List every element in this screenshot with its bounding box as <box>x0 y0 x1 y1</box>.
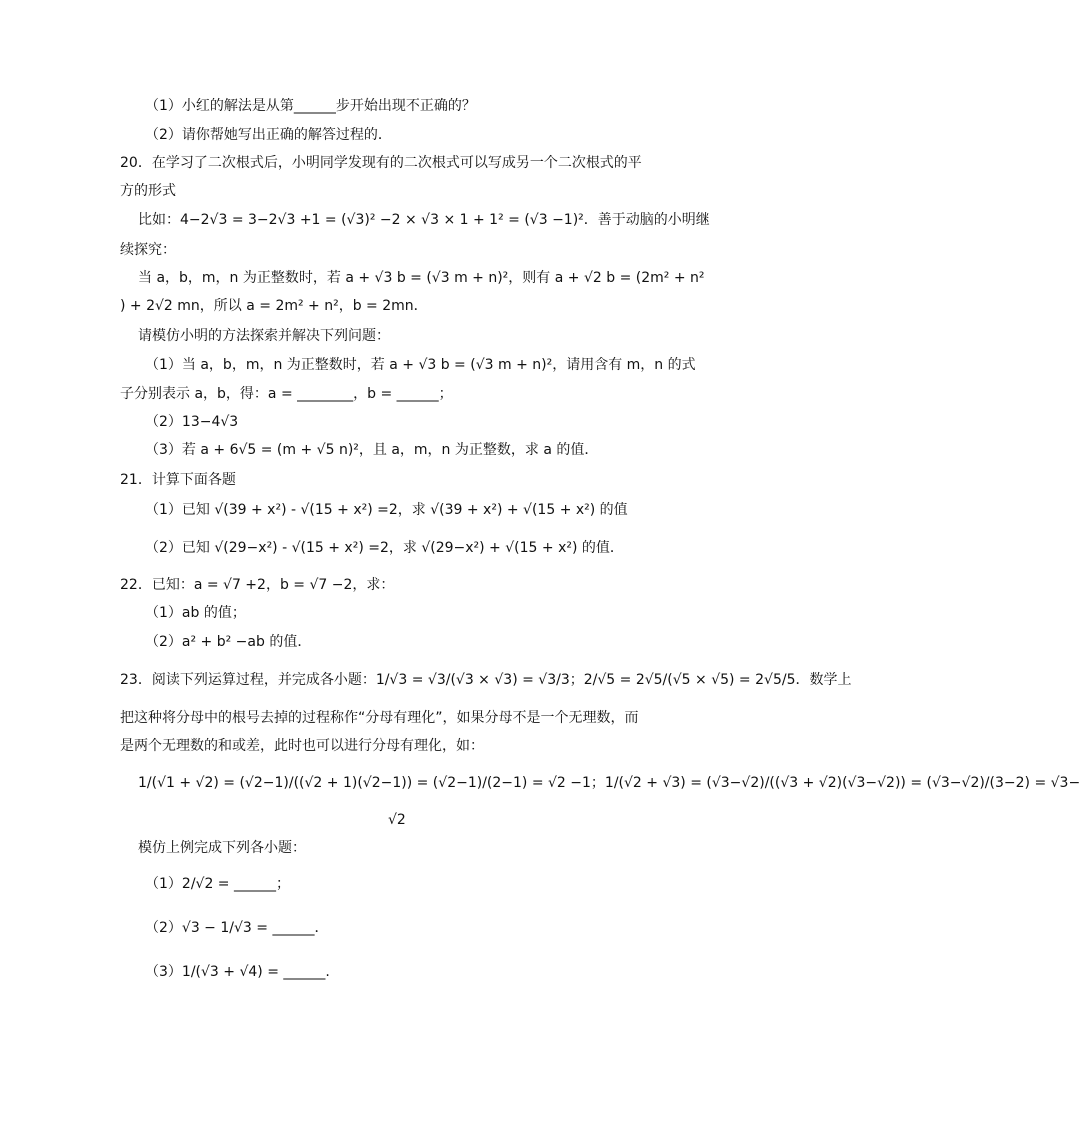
q20-title-2 <box>120 181 176 201</box>
q21-part1 <box>145 500 628 520</box>
q20-part1b-text: 子分别表示 a，b，得：a = ________，b = ______； <box>120 386 453 402</box>
q20-example-text: 比如：4−2√3 = 3−2√3 +1 = (√3)² −2 × √3 × 1 + 1² = (√3 −1)²．善于动脑的小明继 <box>138 212 710 228</box>
q20-part3-text: （3）若 a + 6√5 = (m + √5 n)²，且 a，m，n 为正整数，求 a 的值． <box>145 442 599 458</box>
q20-part2 <box>145 412 238 432</box>
q20-ask <box>138 326 390 346</box>
q23-part3-text: （3）1/(√3 + √4) = ______. <box>145 964 330 980</box>
q23-title <box>120 670 851 690</box>
q22-part1 <box>145 603 246 623</box>
q20-part3 <box>145 440 598 460</box>
q20-example2-text: 续探究： <box>120 242 176 258</box>
q20-when-text: 当 a，b，m，n 为正整数时，若 a + √3 b = (√3 m + n)²，则有 a + √2 b = (2m² + n² <box>138 270 705 286</box>
q20-when <box>138 268 704 288</box>
q20-part1 <box>145 355 696 375</box>
q20-title2-text: 方的形式 <box>120 183 176 199</box>
q20-part2-text: （2）13−4√3 <box>145 414 239 430</box>
q23-part2-text: （2）√3 − 1/√3 = ______． <box>145 920 329 936</box>
q23-example-2 <box>388 810 406 830</box>
q23-mimic <box>138 838 306 858</box>
q21-title-text: 21．计算下面各题 <box>120 472 236 488</box>
q20-part1-b <box>120 384 453 404</box>
q23-part1-text: （1）2/√2 = ______； <box>145 876 290 892</box>
q22-title <box>120 575 394 595</box>
q20-when-2 <box>120 296 428 316</box>
q23-line3 <box>120 736 484 756</box>
q20-part1-text: （1）当 a，b，m，n 为正整数时，若 a + √3 b = (√3 m + n)²，请用含有 m，n 的式 <box>145 357 696 373</box>
q20-ask-text: 请模仿小明的方法探索并解决下列问题： <box>138 328 390 344</box>
q22-part2 <box>145 632 311 652</box>
q20-title-text: 20．在学习了二次根式后，小明同学发现有的二次根式可以写成另一个二次根式的平 <box>120 155 642 171</box>
q19-part2-text: （2）请你帮她写出正确的解答过程的． <box>145 127 392 143</box>
q23-example <box>138 773 1080 793</box>
q23-line2 <box>120 708 639 728</box>
q23-line3-text: 是两个无理数的和或差，此时也可以进行分母有理化，如： <box>120 738 484 754</box>
q22-part1-text: （1）ab 的值； <box>145 605 246 621</box>
q19-part1-text: （1）小红的解法是从第______步开始出现不正确的？ <box>145 98 476 114</box>
q22-title-text: 22．已知：a = √7 +2，b = √7 −2，求： <box>120 577 395 593</box>
q19-part2 <box>145 125 392 145</box>
q19-part1 <box>145 96 476 116</box>
q20-title <box>120 153 642 173</box>
q23-title-text: 23．阅读下列运算过程，并完成各小题：1/√3 = √3/(√3 × √3) = √3/3；2/√5 = 2√5/(√5 × √5) = 2√5/5．数学上 <box>120 672 852 688</box>
q21-title <box>120 470 236 490</box>
q23-part1 <box>145 874 290 894</box>
q23-example2-text: √2 <box>388 812 406 828</box>
q23-part3 <box>145 962 330 982</box>
q23-part2 <box>145 918 328 938</box>
q23-line2-text: 把这种将分母中的根号去掉的过程称作“分母有理化”，如果分母不是一个无理数，而 <box>120 710 639 726</box>
q21-part1-text: （1）已知 √(39 + x²) - √(15 + x²) =2，求 √(39 + x²) + √(15 + x²) 的值 <box>145 502 628 518</box>
q23-mimic-text: 模仿上例完成下列各小题： <box>138 840 306 856</box>
q20-example-2 <box>120 240 176 260</box>
q20-example <box>138 210 710 230</box>
q21-part2 <box>145 538 624 558</box>
q20-when2-text: ) + 2√2 mn，所以 a = 2m² + n²，b = 2mn． <box>120 298 428 314</box>
q21-part2-text: （2）已知 √(29−x²) - √(15 + x²) =2，求 √(29−x²) + √(15 + x²) 的值． <box>145 540 624 556</box>
q22-part2-text: （2）a² + b² −ab 的值． <box>145 634 312 650</box>
q23-example-text: 1/(√1 + √2) = (√2−1)/((√2 + 1)(√2−1)) = (√2−1)/(2−1) = √2 −1；1/(√2 + √3) = (√3−√2)/((√3 + √2)(√3−√2)) = (√3−√2)/(3−2) = √3− <box>138 775 1080 791</box>
